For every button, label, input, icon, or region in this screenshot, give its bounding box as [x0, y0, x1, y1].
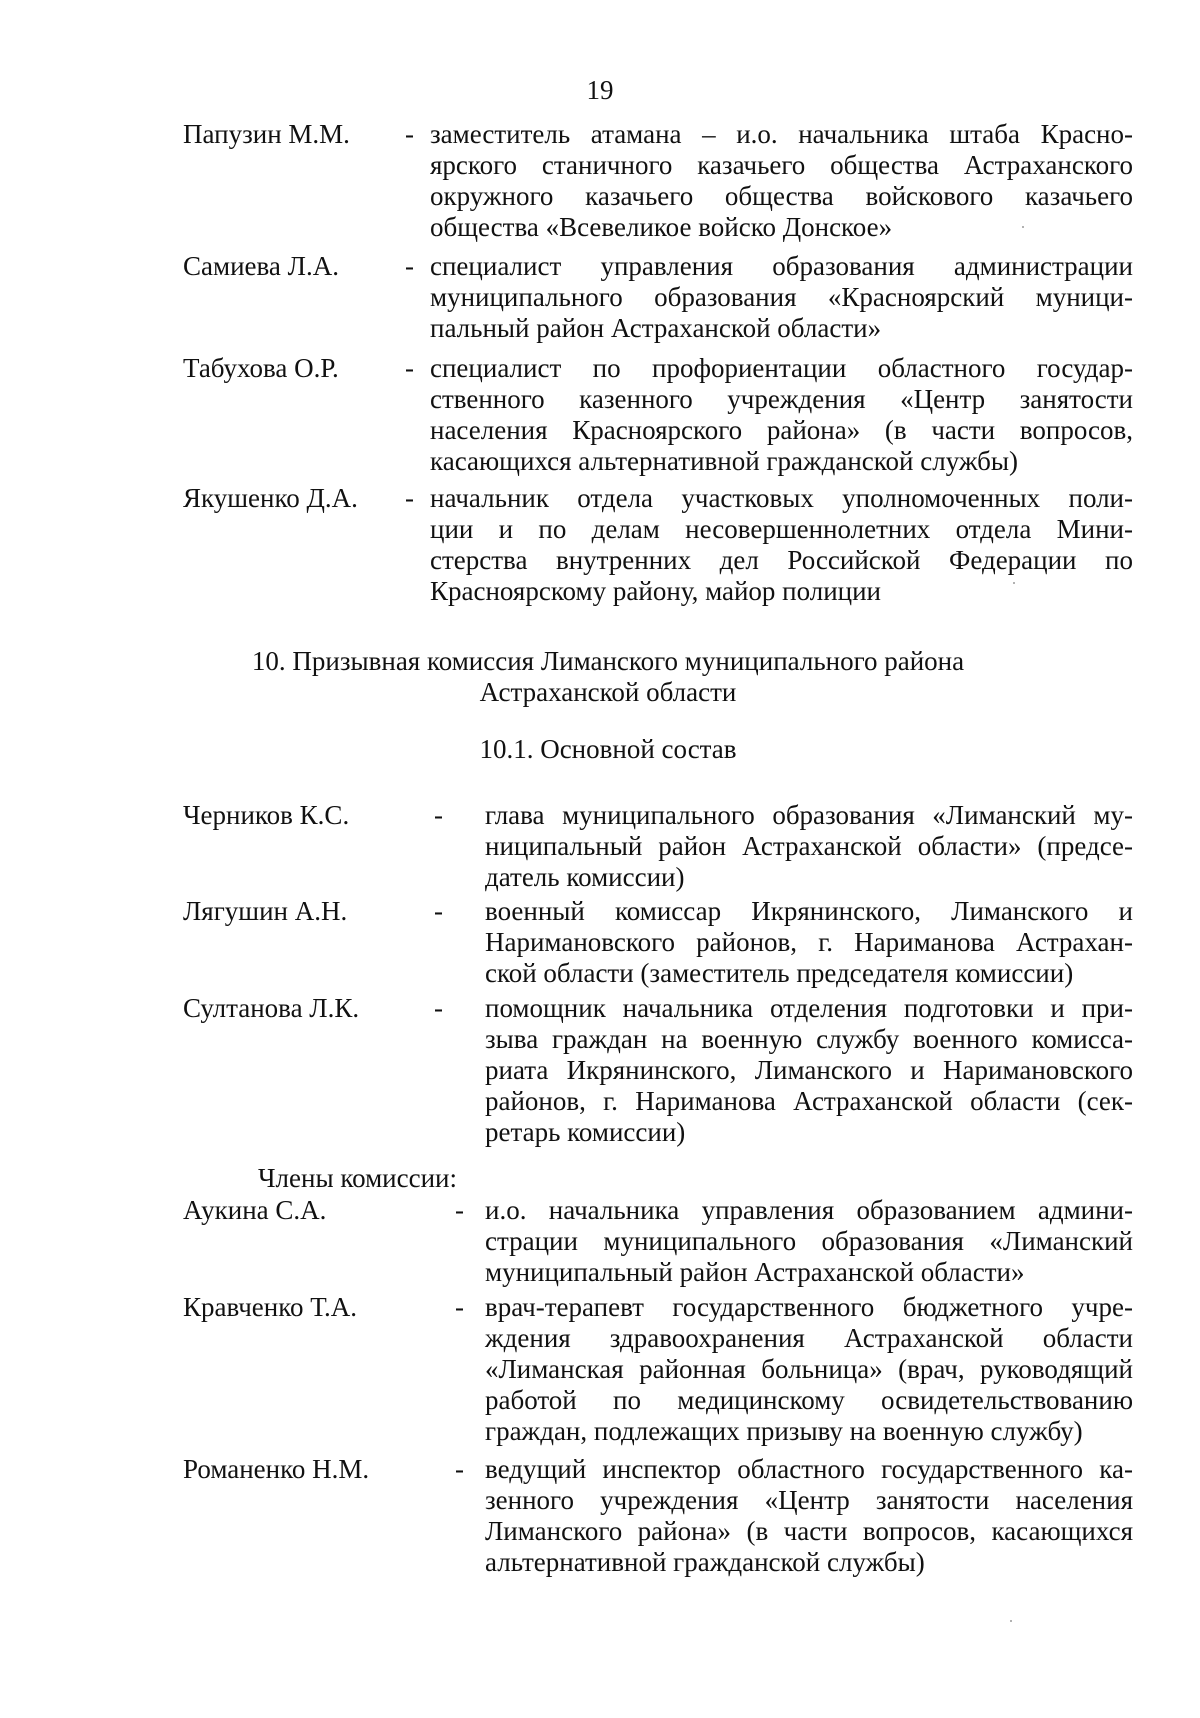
- section-heading-line: 10. Призывная комиссия Лиманского муниципального района: [251, 646, 965, 676]
- member-name: Султанова Л.К.: [183, 993, 360, 1023]
- member-name: Кравченко Т.А.: [183, 1292, 358, 1322]
- member-role-line: ждения здравоохранения Астраханской области: [485, 1323, 1133, 1353]
- scan-speck: [1013, 582, 1015, 584]
- member-name: Табухова О.Р.: [183, 353, 339, 383]
- member-role-line: стерства внутренних дел Российской Федерации по: [430, 545, 1133, 575]
- member-role-line: врач-терапевт государственного бюджетного учре-: [485, 1292, 1133, 1322]
- member-role-line: ственного казенного учреждения «Центр занятости: [430, 384, 1133, 414]
- member-role-line: общества «Всевеликое войско Донское»: [430, 212, 893, 242]
- member-role-line: риата Икрянинского, Лиманского и Наримановского: [485, 1055, 1133, 1085]
- member-role-line: окружного казачьего общества войскового казачьего: [430, 181, 1133, 211]
- section-heading-line: Астраханской области: [479, 677, 737, 707]
- member-entry: [183, 1453, 1133, 1581]
- member-role-line: альтернативной гражданской службы): [485, 1547, 925, 1577]
- member-dash: -: [405, 251, 414, 281]
- member-role-line: муниципальный район Астраханской области»: [485, 1257, 1025, 1287]
- page-number: 19: [586, 75, 614, 105]
- member-role-line: работой по медицинскому освидетельствованию: [485, 1385, 1133, 1415]
- member-role-line: ции и по делам несовершеннолетних отдела Мини-: [430, 514, 1133, 544]
- member-name: Папузин М.М.: [183, 119, 350, 149]
- member-entry: [183, 118, 1133, 246]
- member-role-line: глава муниципального образования «Лиманский му-: [485, 800, 1133, 830]
- member-role-line: Лиманского района» (в части вопросов, касающихся: [485, 1516, 1133, 1546]
- member-name: Самиева Л.А.: [183, 251, 339, 281]
- member-role-line: Наримановского районов, г. Нариманова Астрахан-: [485, 927, 1133, 957]
- member-name: Романенко Н.М.: [183, 1454, 370, 1484]
- member-role-line: и.о. начальника управления образованием админи-: [485, 1195, 1133, 1225]
- subsection-heading: 10.1. Основной состав: [479, 734, 737, 764]
- member-dash: -: [455, 1195, 464, 1225]
- member-role-line: заместитель атамана – и.о. начальника штаба Красно-: [430, 119, 1133, 149]
- member-dash: -: [405, 353, 414, 383]
- member-entry: [183, 895, 1133, 991]
- member-role-line: касающихся альтернативной гражданской службы): [430, 446, 1019, 476]
- member-role-line: военный комиссар Икрянинского, Лиманского и: [485, 896, 1133, 926]
- member-role-line: страции муниципального образования «Лиманский: [485, 1226, 1133, 1256]
- member-role-line: специалист управления образования администрации: [430, 251, 1133, 281]
- member-role-line: Красноярскому району, майор полиции: [430, 576, 882, 606]
- member-name: Якушенко Д.А.: [183, 483, 358, 513]
- member-role-line: специалист по профориентации областного государ-: [430, 353, 1133, 383]
- member-entry: [183, 352, 1133, 480]
- member-role-line: ретарь комиссии): [485, 1117, 686, 1147]
- member-entry: [183, 1291, 1133, 1451]
- member-name: Лягушин А.Н.: [183, 896, 348, 926]
- member-dash: -: [405, 119, 414, 149]
- member-dash: -: [455, 1454, 464, 1484]
- member-dash: -: [434, 800, 443, 830]
- member-entry: [183, 482, 1133, 610]
- member-role-line: зенного учреждения «Центр занятости населения: [485, 1485, 1133, 1515]
- member-entry: [183, 992, 1133, 1152]
- member-role-line: ведущий инспектор областного государственного ка-: [485, 1454, 1133, 1484]
- member-role-line: районов, г. Нариманова Астраханской области (сек-: [485, 1086, 1133, 1116]
- member-dash: -: [434, 993, 443, 1023]
- member-role-line: граждан, подлежащих призыву на военную службу): [485, 1416, 1083, 1446]
- member-entry: [183, 250, 1133, 346]
- member-entry: [183, 1194, 1133, 1290]
- member-role-line: ярского станичного казачьего общества Астраханского: [430, 150, 1133, 180]
- member-dash: -: [434, 896, 443, 926]
- scan-speck: [1010, 1620, 1012, 1622]
- member-role-line: датель комиссии): [485, 862, 685, 892]
- member-role-line: муниципального образования «Красноярский муници-: [430, 282, 1133, 312]
- member-name: Черников К.С.: [183, 800, 350, 830]
- member-role-line: помощник начальника отделения подготовки и при-: [485, 993, 1133, 1023]
- member-name: Аукина С.А.: [183, 1195, 327, 1225]
- members-label: Члены комиссии:: [258, 1163, 457, 1193]
- member-role-line: начальник отдела участковых уполномоченных поли-: [430, 483, 1133, 513]
- member-role-line: пальный район Астраханской области»: [430, 313, 882, 343]
- member-dash: -: [405, 483, 414, 513]
- member-role-line: ской области (заместитель председателя комиссии): [485, 958, 1074, 988]
- member-role-line: «Лиманская районная больница» (врач, руководящий: [485, 1354, 1133, 1384]
- member-dash: -: [455, 1292, 464, 1322]
- member-role-line: ниципальный район Астраханской области» (предсе-: [485, 831, 1133, 861]
- scan-speck: [1022, 226, 1024, 228]
- member-role-line: населения Красноярского района» (в части вопросов,: [430, 415, 1133, 445]
- member-role-line: зыва граждан на военную службу военного комисса-: [485, 1024, 1133, 1054]
- member-entry: [183, 799, 1133, 895]
